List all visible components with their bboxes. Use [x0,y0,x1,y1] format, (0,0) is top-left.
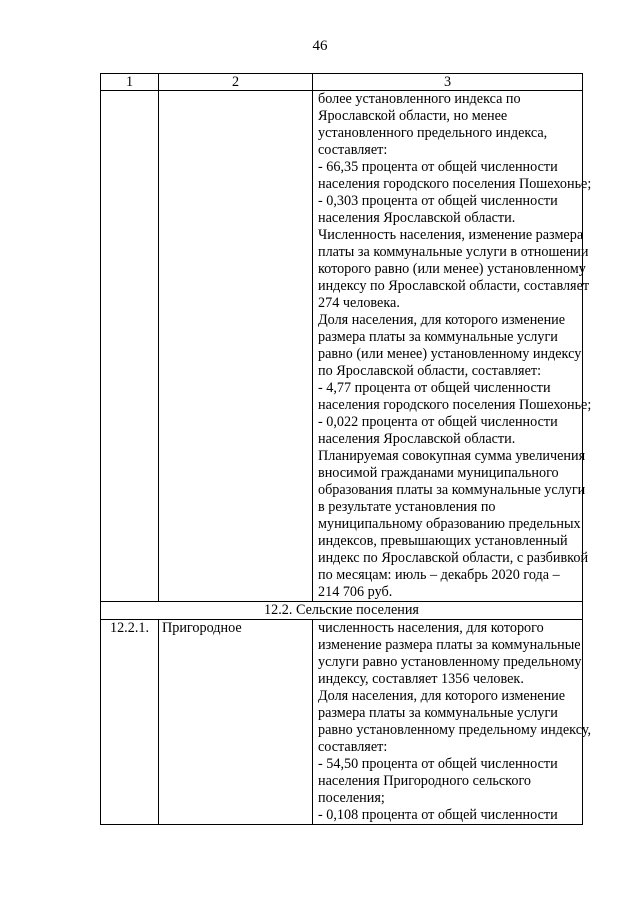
text-line: - 66,35 процента от общей численности [318,159,558,175]
text-line: поселения; [318,790,385,806]
header-col-1: 1 [101,74,159,91]
text-line: 214 706 руб. [318,584,393,600]
row-number-cell: 12.2.1. [101,620,159,825]
description-cell [313,620,592,825]
text-line: равно (или менее) установленному индексу [318,346,582,362]
text-line: образования платы за коммунальные услуги [318,482,586,498]
text-line: изменение размера платы за коммунальные [318,637,581,653]
text-line: индексу, составляет 1356 человек. [318,671,524,687]
text-line: населения Ярославской области. [318,210,516,226]
text-line: населения Пригородного сельского [318,773,532,789]
text-line: населения Ярославской области. [318,431,516,447]
page-number: 46 [312,38,328,54]
text-line: вносимой гражданами муниципального [318,465,559,481]
text-line: которого равно (или менее) установленному [318,261,586,277]
text-line: платы за коммунальные услуги в отношении [318,244,589,260]
text-line: Ярославской области, но менее [318,108,508,124]
text-line: более установленного индекса по [318,91,521,107]
document-table [100,73,592,825]
section-row [101,602,583,620]
description-cell [313,91,592,602]
text-line: - 4,77 процента от общей численности [318,380,551,396]
text-line: размера платы за коммунальные услуги [318,705,558,721]
text-line: муниципальному образованию предельных [318,516,581,532]
text-line: в результате установления по [318,499,496,515]
text-line: индексу по Ярославской области, составляет [318,278,590,294]
section-title: 12.2. Сельские поселения [101,602,583,620]
settlement-name-cell [159,91,313,602]
text-line: Доля населения, для которого изменение [318,312,566,328]
row-number-cell [101,91,159,602]
table-row [101,91,583,602]
text-line: размера платы за коммунальные услуги [318,329,558,345]
text-line: по месяцам: июль – декабрь 2020 года – [318,567,560,583]
text-line: Численность населения, изменение размера [318,227,584,243]
text-line: услуги равно установленному предельному [318,654,582,670]
table-header-row [101,74,583,91]
text-line: индекс по Ярославской области, с разбивкой [318,550,589,566]
text-line: - 0,303 процента от общей численности [318,193,558,209]
table-row [101,620,583,825]
text-line: Планируемая совокупная сумма увеличения [318,448,586,464]
text-line: установленного предельного индекса, [318,125,548,141]
text-line: составляет: [318,142,388,158]
text-line: численность населения, для которого [318,620,544,636]
text-line: - 0,022 процента от общей численности [318,414,558,430]
text-line: Доля населения, для которого изменение [318,688,566,704]
text-line: составляет: [318,739,388,755]
header-col-2: 2 [159,74,313,91]
text-line: индексов, превышающих установленный [318,533,568,549]
text-line: - 54,50 процента от общей численности [318,756,558,772]
text-line: населения городского поселения Пошехонье; [318,176,592,192]
text-line: равно установленному предельному индексу, [318,722,592,738]
header-col-3: 3 [313,74,583,91]
text-line: - 0,108 процента от общей численности [318,807,558,823]
settlement-name-cell: Пригородное [159,620,313,825]
text-line: 274 человека. [318,295,400,311]
text-line: населения городского поселения Пошехонье; [318,397,592,413]
text-line: по Ярославской области, составляет: [318,363,542,379]
